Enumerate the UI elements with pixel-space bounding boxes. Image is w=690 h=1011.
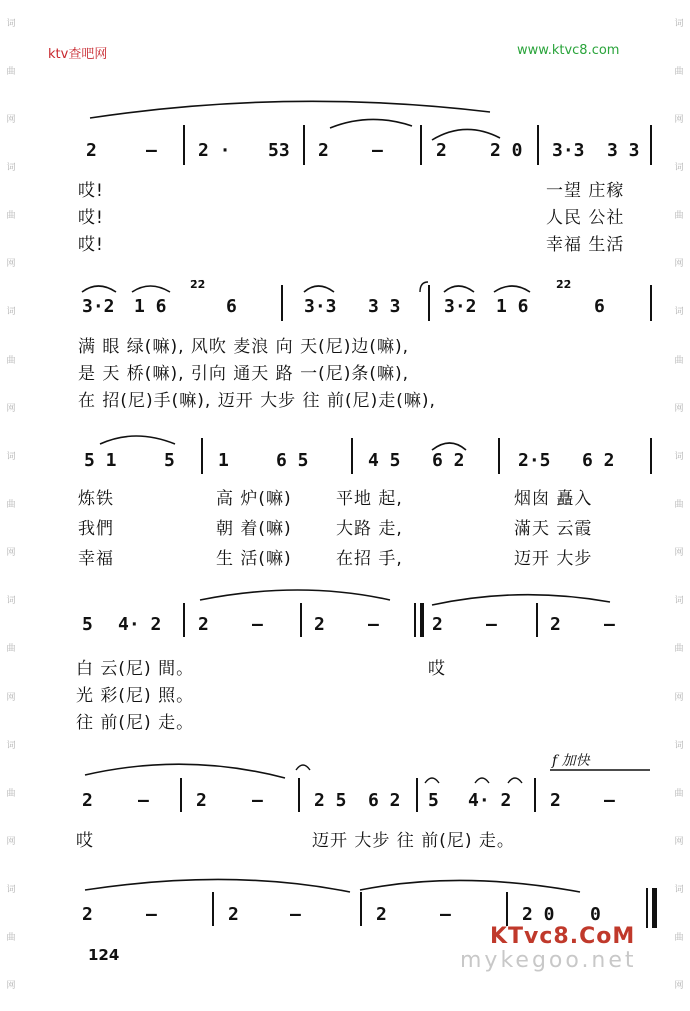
note: 4· 2: [468, 790, 512, 811]
note: 2: [314, 614, 325, 635]
note: 2 ·: [198, 140, 231, 161]
note: 4 5: [368, 450, 401, 471]
note: 6: [594, 296, 605, 317]
side-watermark-char: 词: [6, 596, 16, 607]
note: 2: [228, 904, 239, 925]
note-dash: –: [146, 140, 157, 161]
ktvc8-watermark: KTvc8.CoM: [490, 924, 636, 949]
side-watermark-char: 词: [674, 885, 684, 896]
barline: [536, 603, 538, 637]
side-watermark-char: 曲: [674, 66, 684, 77]
lyric: 一望 庄稼: [546, 181, 625, 201]
side-watermark-char: 词: [6, 162, 16, 173]
note: 2 5: [314, 790, 347, 811]
grace-notes: 2̇2̇: [556, 278, 572, 291]
side-watermark-char: 曲: [6, 499, 16, 510]
barline: [201, 438, 203, 474]
side-watermark-char: 网: [6, 114, 16, 125]
lyric: 朝 着(嘛): [216, 519, 292, 539]
barline: [183, 603, 185, 637]
lyric-line: 是 天 桥(嘛), 引向 通天 路 一(尼)条(嘛),: [78, 364, 410, 384]
lyric: 往 前(尼) 走。: [76, 713, 195, 733]
note-dash: –: [146, 904, 157, 925]
site-name[interactable]: ktv查吧网: [48, 47, 108, 62]
barline: [300, 603, 302, 637]
side-watermark-char: 曲: [674, 644, 684, 655]
note-dash: –: [138, 790, 149, 811]
note: 3 3: [368, 296, 401, 317]
barline: [360, 892, 362, 926]
side-watermark-char: 曲: [674, 355, 684, 366]
lyric: 哎!: [78, 235, 104, 255]
side-watermark-char: 网: [6, 259, 16, 270]
lyric: 迈开 大步: [514, 549, 593, 569]
lyric: 哎: [428, 659, 446, 679]
side-watermark-char: 网: [6, 548, 16, 559]
side-watermark-char: 网: [6, 403, 16, 414]
note: 3·3: [304, 296, 337, 317]
note: 2·5: [518, 450, 551, 471]
note: 1 6: [496, 296, 529, 317]
note-dash: –: [604, 790, 615, 811]
lyric-line: 满 眼 绿(嘛), 风吹 麦浪 向 天(尼)边(嘛),: [78, 337, 410, 357]
lyric: 炼铁: [78, 489, 114, 509]
side-watermark-char: 词: [6, 307, 16, 318]
side-watermark-char: 曲: [674, 788, 684, 799]
lyric: 烟囱 矗入: [514, 489, 593, 509]
side-watermark-char: 词: [674, 162, 684, 173]
note: 3·2: [82, 296, 115, 317]
repeat-barline-thick: [420, 603, 424, 637]
note: 3 3: [607, 140, 640, 161]
barline: [416, 778, 418, 812]
barline: [534, 778, 536, 812]
side-watermark-char: 词: [674, 18, 684, 29]
side-watermark-char: 网: [6, 692, 16, 703]
note: 6: [226, 296, 237, 317]
side-watermark-char: 词: [6, 740, 16, 751]
side-watermark-char: 词: [674, 307, 684, 318]
side-watermark-char: 曲: [6, 355, 16, 366]
final-barline-thin: [646, 888, 648, 928]
lyric: 迈开 大步 往 前(尼) 走。: [312, 831, 515, 851]
side-watermark-char: 曲: [6, 66, 16, 77]
lyric: 人民 公社: [546, 208, 625, 228]
barline: [498, 438, 500, 474]
barline: [298, 778, 300, 812]
note: 2: [376, 904, 387, 925]
note: 0: [590, 904, 601, 925]
ghost-watermark: mykegoo.net: [460, 948, 637, 973]
note: 6 5: [276, 450, 309, 471]
side-watermark-char: 曲: [674, 211, 684, 222]
side-watermark-char: 曲: [6, 788, 16, 799]
note: 2: [550, 790, 561, 811]
barline: [281, 285, 283, 321]
side-watermark-char: 词: [6, 885, 16, 896]
side-watermark-char: 网: [674, 548, 684, 559]
side-watermark-char: 网: [674, 981, 684, 992]
note: 2: [198, 614, 209, 635]
lyric: 平地 起,: [336, 489, 403, 509]
repeat-barline: [414, 603, 416, 637]
note-dash: –: [252, 614, 263, 635]
lyric: 光 彩(尼) 照。: [76, 686, 195, 706]
barline: [351, 438, 353, 474]
barline: [506, 892, 508, 926]
side-watermark-char: 词: [6, 451, 16, 462]
note: 2: [82, 904, 93, 925]
barline: [650, 125, 652, 165]
note: 53: [268, 140, 290, 161]
side-watermark-char: 网: [674, 114, 684, 125]
side-watermark-char: 词: [674, 596, 684, 607]
side-watermark-char: 曲: [6, 933, 16, 944]
note-dash: –: [440, 904, 451, 925]
lyric: 哎: [76, 831, 94, 851]
lyric: 幸福 生活: [546, 235, 625, 255]
note: 1 6: [134, 296, 167, 317]
site-url[interactable]: www.ktvc8.com: [517, 43, 620, 58]
note: 1: [218, 450, 229, 471]
note-dash: –: [252, 790, 263, 811]
note: 5: [164, 450, 175, 471]
side-watermark-char: 曲: [6, 644, 16, 655]
side-watermark-char: 词: [6, 18, 16, 29]
side-watermark-char: 曲: [674, 933, 684, 944]
side-watermark-char: 网: [674, 836, 684, 847]
note: 5: [428, 790, 439, 811]
note: 3·3: [552, 140, 585, 161]
barline: [183, 125, 185, 165]
lyric: 生 活(嘛): [216, 549, 292, 569]
lyric-line: 在 招(尼)手(嘛), 迈开 大步 往 前(尼)走(嘛),: [78, 391, 436, 411]
barline: [650, 438, 652, 474]
lyric: 白 云(尼) 間。: [76, 659, 195, 679]
note: 6 2: [582, 450, 615, 471]
note: 2: [82, 790, 93, 811]
lyric: 滿天 云霞: [514, 519, 593, 539]
barline: [428, 285, 430, 321]
note-dash: –: [368, 614, 379, 635]
note: 2: [432, 614, 443, 635]
lyric: 哎!: [78, 208, 104, 228]
side-watermark-char: 网: [674, 259, 684, 270]
barline: [650, 285, 652, 321]
barline: [537, 125, 539, 165]
page-number: 124: [88, 946, 120, 964]
side-watermark-char: 网: [674, 692, 684, 703]
lyric: 在招 手,: [336, 549, 403, 569]
note-dash: –: [604, 614, 615, 635]
note: 6 2: [368, 790, 401, 811]
side-watermark-char: 网: [6, 836, 16, 847]
tempo-mark: f 加快: [552, 753, 590, 769]
lyric: 幸福: [78, 549, 114, 569]
lyric: 哎!: [78, 181, 104, 201]
note: 3·2: [444, 296, 477, 317]
note-dash: –: [290, 904, 301, 925]
grace-notes: 2̇2̇: [190, 278, 206, 291]
side-watermark-char: 曲: [674, 499, 684, 510]
side-watermark-char: 词: [674, 740, 684, 751]
final-barline-thick: [652, 888, 657, 928]
note: 4· 2: [118, 614, 162, 635]
note: 2 0: [522, 904, 555, 925]
side-watermark-char: 词: [674, 451, 684, 462]
side-watermark-char: 网: [674, 403, 684, 414]
barline: [212, 892, 214, 926]
note: 2: [550, 614, 561, 635]
note: 2 0: [490, 140, 523, 161]
note: 5 1: [84, 450, 117, 471]
barline: [303, 125, 305, 165]
side-watermark-char: 网: [6, 981, 16, 992]
side-watermark-char: 曲: [6, 211, 16, 222]
note: 2: [86, 140, 97, 161]
lyric: 大路 走,: [336, 519, 403, 539]
barline: [420, 125, 422, 165]
note-dash: –: [486, 614, 497, 635]
note: 2: [196, 790, 207, 811]
lyric: 高 炉(嘛): [216, 489, 292, 509]
note: 2: [318, 140, 329, 161]
barline: [180, 778, 182, 812]
lyric: 我們: [78, 519, 114, 539]
note: 6 2: [432, 450, 465, 471]
note: 5: [82, 614, 93, 635]
note: 2: [436, 140, 447, 161]
note-dash: –: [372, 140, 383, 161]
